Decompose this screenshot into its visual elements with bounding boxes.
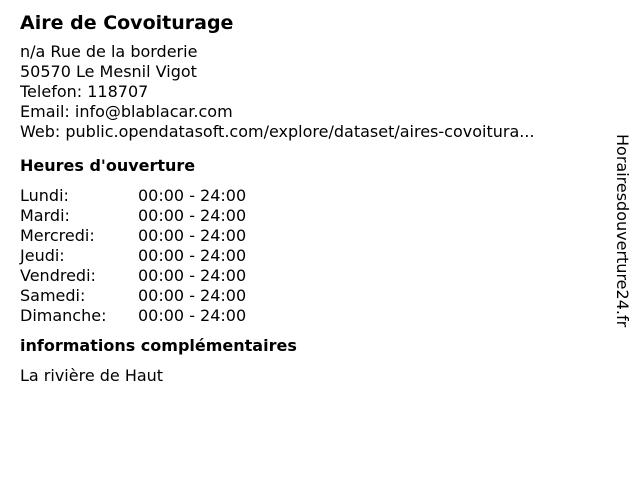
time-range: 00:00 - 24:00 [138, 306, 247, 325]
hours-row [20, 206, 246, 226]
web-label: Web: [20, 122, 61, 141]
site-brand: Horairesdouverture24.fr [613, 134, 632, 328]
opening-hours-heading: Heures d'ouverture [20, 156, 196, 175]
day-label: Jeudi: [20, 246, 65, 265]
email-line [20, 102, 600, 122]
time-range: 00:00 - 24:00 [138, 186, 247, 205]
hours-row [20, 306, 246, 326]
opening-hours-table [20, 186, 246, 326]
web-line [20, 122, 600, 142]
web-link[interactable]: public.opendatasoft.com/explore/dataset/aires-covoitura... [65, 122, 535, 141]
day-label: Lundi: [20, 186, 69, 205]
hours-row [20, 226, 246, 246]
additional-info-text: La rivière de Haut [20, 366, 164, 385]
email-link[interactable]: info@blablacar.com [74, 102, 233, 121]
day-label: Vendredi: [20, 266, 96, 285]
hours-row [20, 286, 246, 306]
time-range: 00:00 - 24:00 [138, 226, 247, 245]
additional-info-heading: informations complémentaires [20, 336, 297, 355]
email-label: Email: [20, 102, 70, 121]
time-range: 00:00 - 24:00 [138, 206, 247, 225]
hours-row [20, 186, 246, 206]
day-label: Dimanche: [20, 306, 107, 325]
phone-label: Telefon: [20, 82, 83, 101]
hours-row [20, 246, 246, 266]
phone-line [20, 82, 600, 102]
city-address: 50570 Le Mesnil Vigot [20, 62, 197, 81]
street-address: n/a Rue de la borderie [20, 42, 198, 61]
time-range: 00:00 - 24:00 [138, 266, 247, 285]
day-label: Mercredi: [20, 226, 95, 245]
time-range: 00:00 - 24:00 [138, 246, 247, 265]
day-label: Samedi: [20, 286, 86, 305]
day-label: Mardi: [20, 206, 70, 225]
place-title: Aire de Covoiturage [20, 12, 234, 34]
time-range: 00:00 - 24:00 [138, 286, 247, 305]
hours-row [20, 266, 246, 286]
phone-value[interactable]: 118707 [87, 82, 149, 101]
place-card [20, 10, 600, 386]
